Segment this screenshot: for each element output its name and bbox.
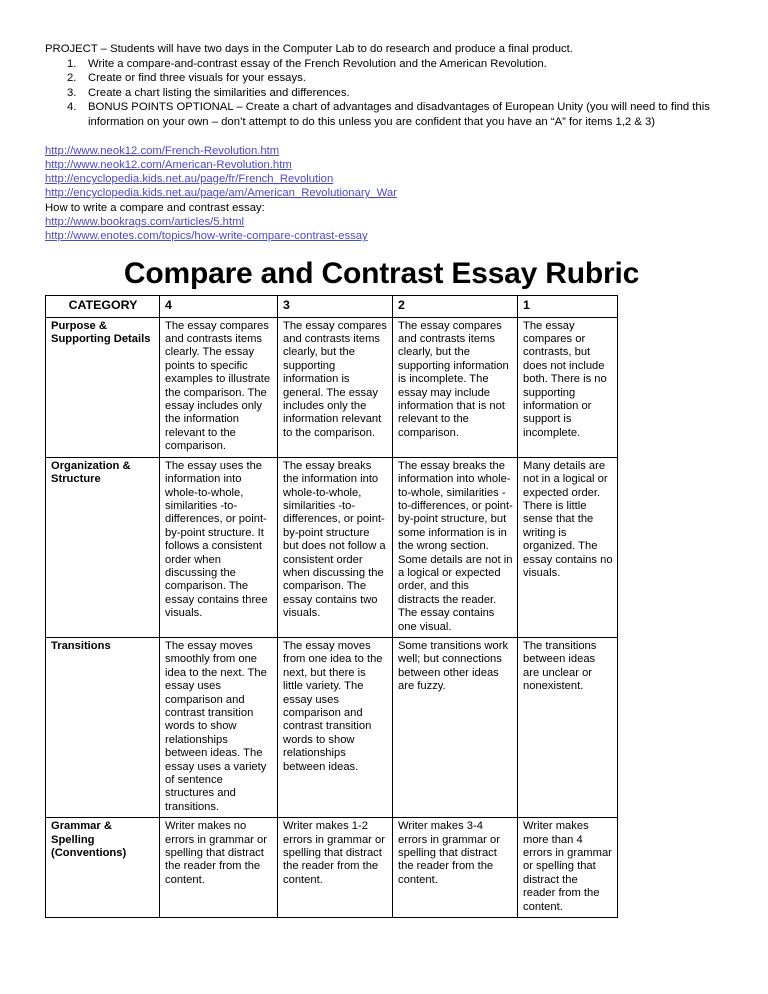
rubric-category-cell: Transitions [46, 637, 160, 817]
project-task-text: Create or find three visuals for your essays. [88, 72, 306, 85]
rubric-table [45, 295, 618, 918]
resource-link-caption: How to write a compare and contrast essay: [45, 201, 265, 214]
page-title: Compare and Contrast Essay Rubric [123, 256, 640, 290]
rubric-criteria-cell: Writer makes 1-2 errors in grammar or spelling that distract the reader from the content. [278, 818, 393, 918]
rubric-criteria-cell: The essay compares and contrasts items clearly, but the supporting information is incomplete. The essay may include information that is not relevant to the comparison. [393, 317, 518, 457]
resource-link-row [45, 201, 728, 215]
resource-link[interactable]: http://www.neok12.com/French-Revolution.htm [45, 144, 280, 157]
project-task-text: BONUS POINTS OPTIONAL – Create a chart of advantages and disadvantages of European Unity (you will need to find this information on your own – don’t attempt to do this unless you are confident that you have an “A” for items 1,2 & 3) [88, 101, 710, 128]
rubric-criteria-cell: The essay moves from one idea to the next, but there is little variety. The essay uses comparison and contrast transition words to show relationships between ideas. [278, 637, 393, 817]
rubric-header-category: CATEGORY [46, 295, 160, 317]
resource-link[interactable]: http://www.enotes.com/topics/how-write-compare-contrast-essay [45, 230, 368, 243]
rubric-header-row [46, 295, 618, 317]
rubric-criteria-cell: The essay uses the information into whole-to-whole, similarities -to-differences, or point-by-point structure. It follows a consistent order when discussing the comparison. The essay contains three visuals. [160, 457, 278, 637]
resource-link[interactable]: http://www.bookrags.com/articles/5.html [45, 216, 245, 229]
project-task-number: 3. [67, 86, 77, 99]
resource-link-row [45, 186, 728, 200]
rubric-header-score: 1 [518, 295, 618, 317]
rubric-criteria-cell: The essay breaks the information into whole-to-whole, similarities -to-differences, or point-by-point structure, but some information is in the wrong section. Some details are not in a logical or expected order, and this distracts the reader. The essay contains one visual. [393, 457, 518, 637]
project-task-item [45, 71, 728, 86]
rubric-criteria-cell: The essay compares or contrasts, but does not include both. There is no supporting information or support is incomplete. [518, 317, 618, 457]
rubric-row [46, 637, 618, 817]
rubric-criteria-cell: The essay breaks the information into whole-to-whole, similarities -to-differences, or point-by-point structure but does not follow a consistent order when discussing the comparison. The essay contains two visuals. [278, 457, 393, 637]
rubric-header-score: 3 [278, 295, 393, 317]
rubric-category-cell: Purpose & Supporting Details [46, 317, 160, 457]
rubric-criteria-cell: Writer makes no errors in grammar or spelling that distract the reader from the content. [160, 818, 278, 918]
rubric-category-cell: Organization & Structure [46, 457, 160, 637]
project-task-number: 1. [67, 57, 77, 70]
rubric-criteria-cell: Writer makes 3-4 errors in grammar or spelling that distract the reader from the content. [393, 818, 518, 918]
project-task-number: 2. [67, 72, 77, 85]
resource-link[interactable]: http://encyclopedia.kids.net.au/page/fr/French_Revolution [45, 173, 334, 186]
rubric-criteria-cell: Some transitions work well; but connections between other ideas are fuzzy. [393, 637, 518, 817]
rubric-criteria-cell: Writer makes more than 4 errors in grammar or spelling that distract the reader from the content. [518, 818, 618, 918]
project-task-item [45, 100, 728, 129]
resource-link[interactable]: http://www.neok12.com/American-Revolution.htm [45, 158, 292, 171]
rubric-criteria-cell: The transitions between ideas are unclear or nonexistent. [518, 637, 618, 817]
rubric-row [46, 457, 618, 637]
project-task-number: 4. [67, 101, 77, 114]
rubric-criteria-cell: The essay compares and contrasts items clearly, but the supporting information is general. The essay includes only the information relevant to the comparison. [278, 317, 393, 457]
resource-link-row [45, 158, 728, 172]
rubric-row [46, 317, 618, 457]
rubric-header-score: 2 [393, 295, 518, 317]
project-task-item [45, 86, 728, 101]
resource-link[interactable]: http://encyclopedia.kids.net.au/page/am/American_Revolutionary_War [45, 187, 397, 200]
resource-link-row [45, 215, 728, 229]
project-task-text: Write a compare-and-contrast essay of the French Revolution and the American Revolution. [88, 57, 547, 70]
project-task-item [45, 57, 728, 72]
project-task-text: Create a chart listing the similarities and differences. [88, 86, 350, 99]
resource-link-row [45, 144, 728, 158]
rubric-table-body [46, 295, 618, 917]
resource-link-row [45, 172, 728, 186]
rubric-criteria-cell: The essay moves smoothly from one idea to the next. The essay uses comparison and contrast transition words to show relationships between ideas. The essay uses a variety of sentence structures and transitions. [160, 637, 278, 817]
resource-links-block [45, 144, 728, 244]
rubric-criteria-cell: The essay compares and contrasts items clearly. The essay points to specific examples to illustrate the comparison. The essay includes only the information relevant to the comparison. [160, 317, 278, 457]
project-brief [45, 42, 728, 130]
project-intro-text: PROJECT – Students will have two days in the Computer Lab to do research and produce a final product. [45, 43, 573, 55]
rubric-criteria-cell: Many details are not in a logical or expected order. There is little sense that the writing is organized. The essay contains no visuals. [518, 457, 618, 637]
resource-link-row [45, 229, 728, 243]
project-task-list [45, 57, 728, 130]
rubric-header-score: 4 [160, 295, 278, 317]
rubric-category-cell: Grammar & Spelling (Conventions) [46, 818, 160, 918]
rubric-row [46, 818, 618, 918]
